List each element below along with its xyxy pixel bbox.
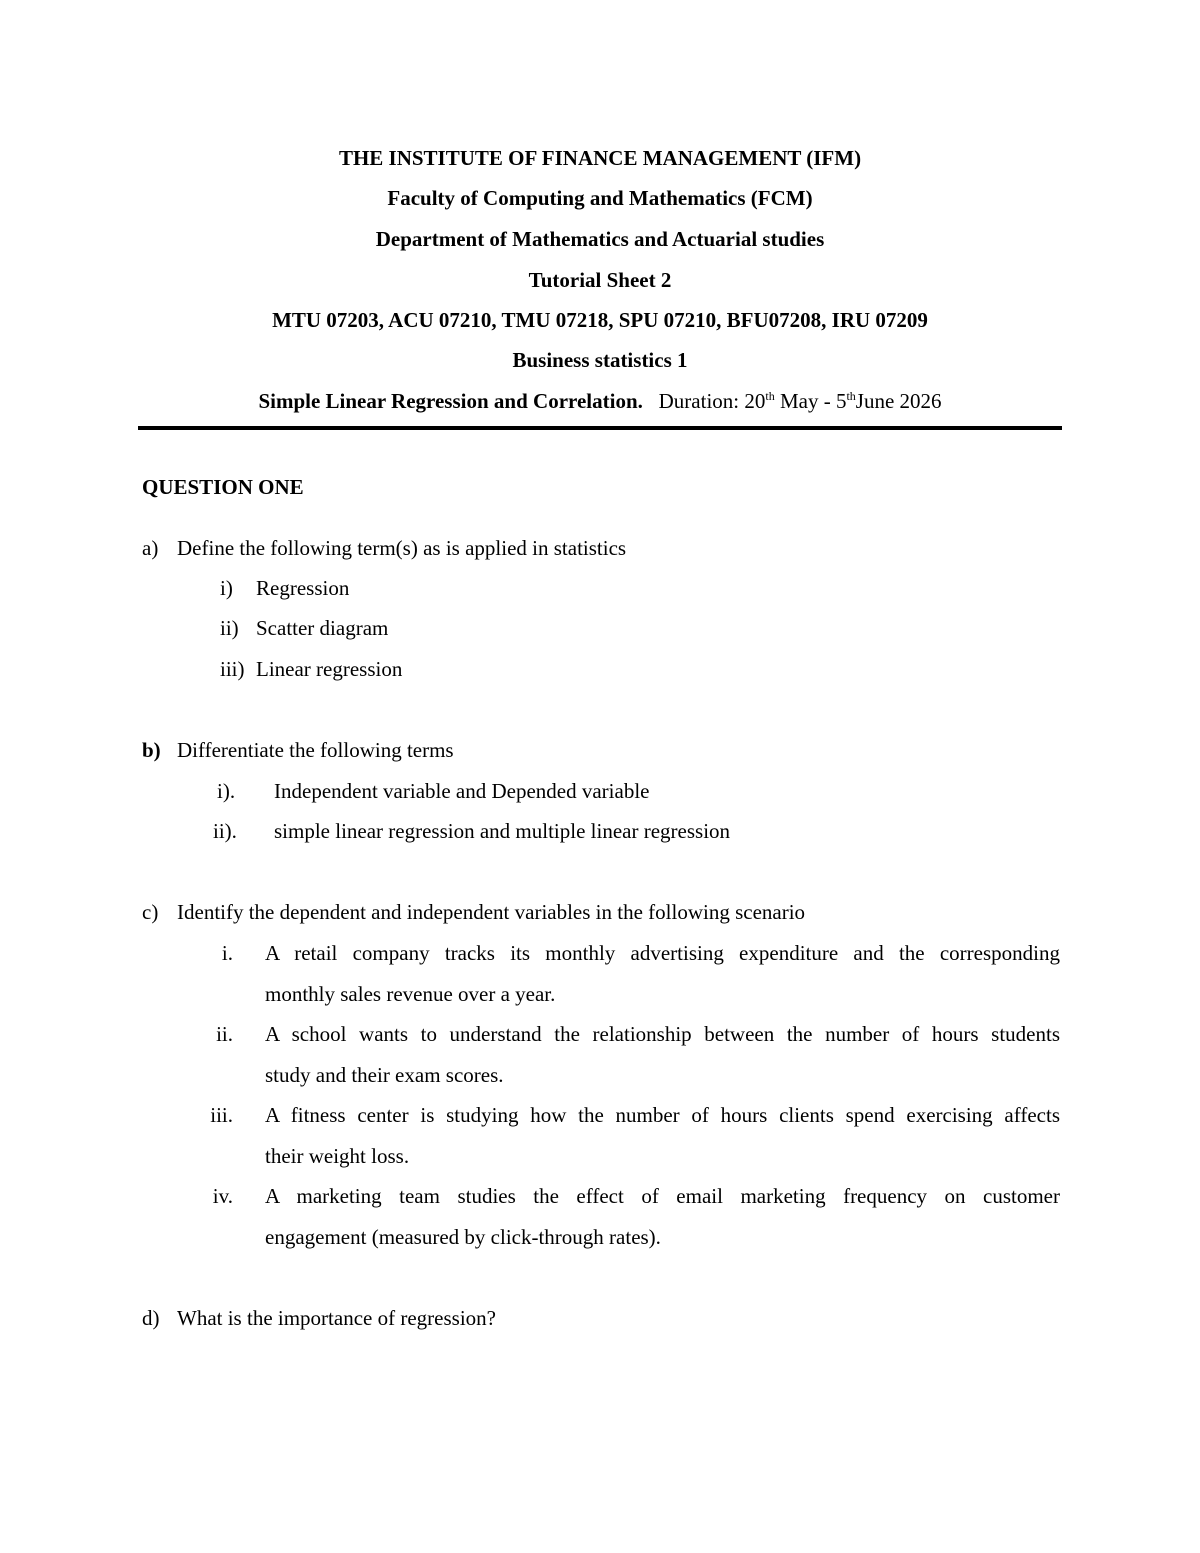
part-c-item-line1: A school wants to understand the relationship between the number of hours students (265, 1022, 1060, 1046)
topic-line (0, 388, 1200, 414)
part-c-label: c) (142, 900, 159, 924)
part-d-label: d) (142, 1306, 160, 1330)
course-codes: MTU 07203, ACU 07210, TMU 07218, SPU 07210, BFU07208, IRU 07209 (272, 308, 928, 332)
part-b-text: Differentiate the following terms (177, 738, 454, 762)
topic-title: Simple Linear Regression and Correlation. (258, 389, 643, 413)
course-name: Business statistics 1 (512, 348, 688, 372)
part-c-item-num: ii. (216, 1022, 233, 1046)
part-a-item-num: ii) (220, 616, 239, 640)
institution-title: THE INSTITUTE OF FINANCE MANAGEMENT (IFM) (338, 146, 862, 170)
part-c-item-num: iv. (212, 1184, 233, 1208)
tutorial-sheet-title: Tutorial Sheet 2 (528, 268, 672, 292)
question-title: QUESTION ONE (142, 475, 304, 499)
part-c-item-line1: A marketing team studies the effect of email marketing frequency on customer (265, 1184, 1060, 1208)
part-d-text: What is the importance of regression? (177, 1306, 496, 1330)
part-a-label: a) (142, 536, 159, 560)
part-a-item-text: Linear regression (256, 657, 403, 681)
part-b-item-text: Independent variable and Depended variable (274, 779, 650, 803)
part-c-item-num: i. (221, 941, 233, 965)
part-c-item-line2: monthly sales revenue over a year. (265, 982, 556, 1006)
faculty-title: Faculty of Computing and Mathematics (FCM) (387, 186, 813, 210)
part-c-item-line2: their weight loss. (265, 1144, 410, 1168)
part-c-item-line2: engagement (measured by click-through rates). (265, 1225, 661, 1249)
part-c-item-line1: A fitness center is studying how the number of hours clients spend exercising affects (265, 1103, 1060, 1127)
part-c-text: Identify the dependent and independent variables in the following scenario (177, 900, 806, 924)
part-b-label: b) (142, 738, 161, 762)
part-a-item-num: iii) (220, 657, 245, 681)
part-b-item-num: i). (217, 779, 236, 803)
duration: Duration: 20th May - 5thJune 2026 (658, 389, 942, 413)
part-a-item-text: Regression (256, 576, 350, 600)
part-c-item-line1: A retail company tracks its monthly advertising expenditure and the corresponding (265, 941, 1060, 965)
department-title: Department of Mathematics and Actuarial studies (375, 227, 825, 251)
part-a-item-text: Scatter diagram (256, 616, 389, 640)
part-c-item-line2: study and their exam scores. (265, 1063, 504, 1087)
part-b-item-text: simple linear regression and multiple linear regression (274, 819, 731, 843)
part-c-item-num: iii. (210, 1103, 233, 1127)
part-b-item-num: ii). (213, 819, 237, 843)
header-divider (138, 426, 1062, 430)
part-a-text: Define the following term(s) as is applied in statistics (177, 536, 627, 560)
part-a-item-num: i) (220, 576, 233, 600)
